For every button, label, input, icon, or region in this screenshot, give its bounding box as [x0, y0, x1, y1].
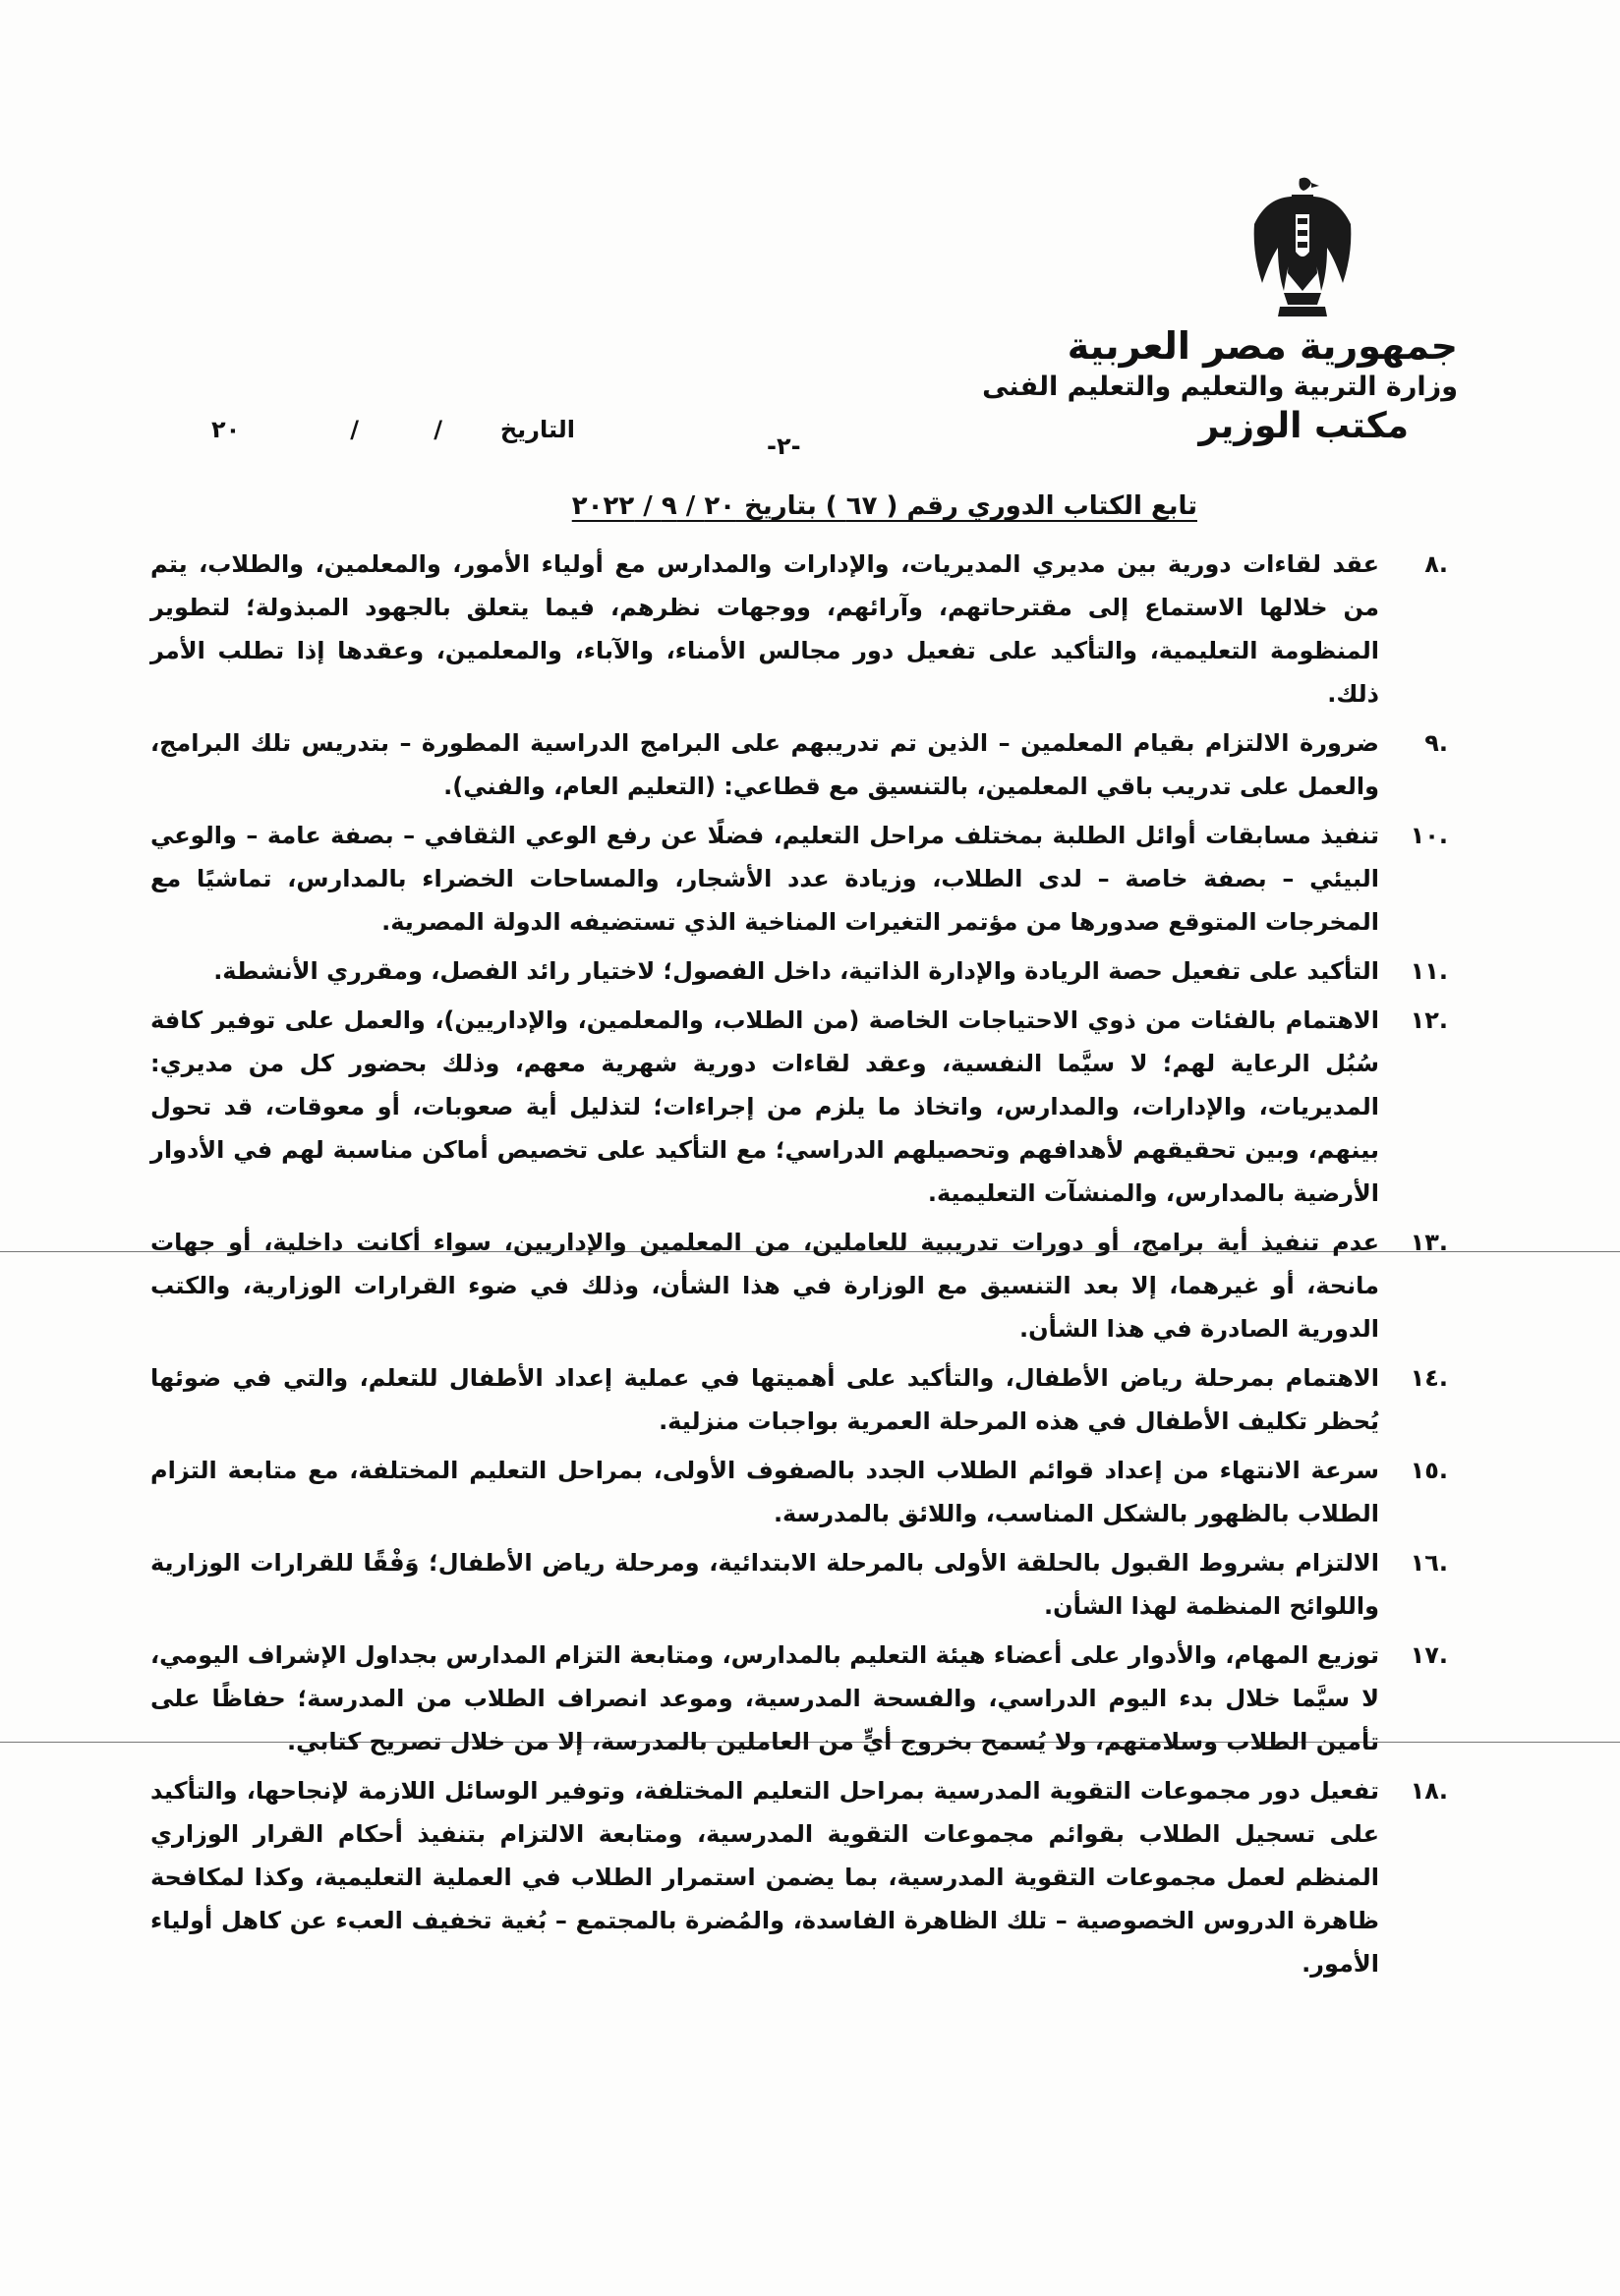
list-item [150, 1634, 1448, 1763]
document-title: تابع الكتاب الدوري رقم ( ٦٧ ) بتاريخ ٢٠ / ٩ / ٢٠٢٢ [571, 491, 1197, 521]
item-text: التأكيد على تفعيل حصة الريادة والإدارة الذاتية، داخل الفصول؛ لاختيار رائد الفصل، ومقرري الأنشطة. [213, 957, 1379, 985]
date-line [211, 416, 575, 455]
page-number: -٢- [767, 432, 801, 460]
directive-list [150, 543, 1448, 1991]
list-item [150, 1221, 1448, 1350]
ministry-name: وزارة التربية والتعليم والتعليم الفنى [982, 371, 1458, 402]
date-separator: / [350, 416, 359, 443]
item-number: .٩ [1424, 729, 1448, 757]
list-item [150, 543, 1448, 716]
date-label: التاريخ [499, 416, 575, 443]
list-item [150, 1356, 1448, 1443]
list-item [150, 999, 1448, 1215]
country-name: جمهورية مصر العربية [1067, 324, 1458, 368]
item-text: سرعة الانتهاء من إعداد قوائم الطلاب الجدد بالصفوف الأولى، بمراحل التعليم المختلفة، مع متابعة التزام الطلاب بالظهور بالشكل المناسب، واللائق بالمدرسة. [150, 1457, 1379, 1527]
list-item [150, 1769, 1448, 1985]
item-text: الاهتمام بمرحلة رياض الأطفال، والتأكيد على أهميتها في عملية إعداد الأطفال للتعلم، والتي في ضوئها يُحظر تكليف الأطفال في هذه المرحلة العمرية بواجبات منزلية. [150, 1364, 1379, 1435]
office-name: مكتب الوزير [1198, 405, 1409, 446]
item-text: ضرورة الالتزام بقيام المعلمين – الذين تم تدريبهم على البرامج الدراسية المطورة – بتدريس تلك البرامج، والعمل على تدريب باقي المعلمين، بالتنسيق مع قطاعي: (التعليم العام، والفني). [150, 729, 1379, 800]
date-separator: / [434, 416, 442, 443]
item-number: .١٠ [1410, 822, 1448, 849]
list-item [150, 814, 1448, 944]
list-item [150, 721, 1448, 808]
item-text: الاهتمام بالفئات من ذوي الاحتياجات الخاصة (من الطلاب، والمعلمين، والإداريين)، والعمل على توفير كافة سُبُل الرعاية لهم؛ لا سيَّما النفسية، وعقد لقاءات دورية شهرية معهم، وذلك بحضور كل من مديري: المديريات، والإدارات، والمدارس، واتخاذ ما يلزم من إجراءات؛ لتذليل أية صعوبات، أو معوقات، قد تحول بينهم، وبين تحقيقهم لأهدافهم وتحصيلهم الدراسي؛ مع التأكيد على تخصيص أماكن مناسبة لهم في الأدوار الأرضية بالمدارس، والمنشآت التعليمية. [150, 1006, 1379, 1207]
item-number: .١١ [1410, 957, 1448, 985]
list-item [150, 1449, 1448, 1535]
letterhead [982, 324, 1458, 447]
item-text: تنفيذ مسابقات أوائل الطلبة بمختلف مراحل التعليم، فضلًا عن رفع الوعي الثقافي – بصفة عامة – والوعي البيئي – بصفة خاصة – لدى الطلاب، وزيادة عدد الأشجار، والمساحات الخضراء بالمدارس، تماشيًا مع المخرجات المتوقع صدورها من مؤتمر التغيرات المناخية الذي تستضيفه الدولة المصرية. [150, 822, 1379, 936]
item-number: .٨ [1424, 550, 1448, 578]
item-number: .١٣ [1410, 1229, 1448, 1256]
item-number: .١٨ [1410, 1777, 1448, 1805]
item-text: توزيع المهام، والأدوار على أعضاء هيئة التعليم بالمدارس، ومتابعة التزام المدارس بجداول الإشراف اليومي، لا سيَّما خلال بدء اليوم الدراسي، والفسحة المدرسية، وموعد انصراف الطلاب من المدرسة؛ حفاظًا على تأمين الطلاب وسلامتهم، ولا يُسمح بخروج أيٍّ من العاملين بالمدرسة، إلا من خلال تصريح كتابي. [150, 1641, 1379, 1755]
item-number: .١٦ [1410, 1549, 1448, 1577]
item-number: .١٧ [1410, 1641, 1448, 1669]
list-item [150, 949, 1448, 993]
item-text: عدم تنفيذ أية برامج، أو دورات تدريبية للعاملين، من المعلمين والإداريين، سواء أكانت داخلية، أو جهات مانحة، أو غيرهما، إلا بعد التنسيق مع الوزارة في هذا الشأن، وذلك في ضوء القرارات الوزارية، والكتب الدورية الصادرة في هذا الشأن. [150, 1229, 1379, 1343]
item-number: .١٤ [1410, 1364, 1448, 1392]
item-number: .١٢ [1410, 1006, 1448, 1034]
date-year: ٢٠ [211, 416, 241, 443]
list-item [150, 1541, 1448, 1628]
eagle-emblem-icon [1248, 175, 1357, 322]
item-text: الالتزام بشروط القبول بالحلقة الأولى بالمرحلة الابتدائية، ومرحلة رياض الأطفال؛ وَفْقًا للقرارات الوزارية واللوائح المنظمة لهذا الشأن. [150, 1549, 1379, 1620]
item-number: .١٥ [1410, 1457, 1448, 1484]
item-text: تفعيل دور مجموعات التقوية المدرسية بمراحل التعليم المختلفة، وتوفير الوسائل اللازمة لإنجاحها، والتأكيد على تسجيل الطلاب بقوائم مجموعات التقوية المدرسية، ومتابعة الالتزام بتنفيذ أحكام القرار الوزاري المنظم لعمل مجموعات التقوية المدرسية، بما يضمن استمرار الطلاب في العملية التعليمية، وكذا لمكافحة ظاهرة الدروس الخصوصية – تلك الظاهرة الفاسدة، والمُضرة بالمجتمع – بُغية تخفيف العبء عن كاهل أولياء الأمور. [150, 1777, 1379, 1978]
item-text: عقد لقاءات دورية بين مديري المديريات، والإدارات والمدارس مع أولياء الأمور، والمعلمين، والطلاب، يتم من خلالها الاستماع إلى مقترحاتهم، وآرائهم، ووجهات نظرهم، فيما يتعلق بالجهود المبذولة؛ لتطوير المنظومة التعليمية، والتأكيد على تفعيل دور مجالس الأمناء، والآباء، والمعلمين، وعقدها إذا تطلب الأمر ذلك. [150, 550, 1379, 708]
